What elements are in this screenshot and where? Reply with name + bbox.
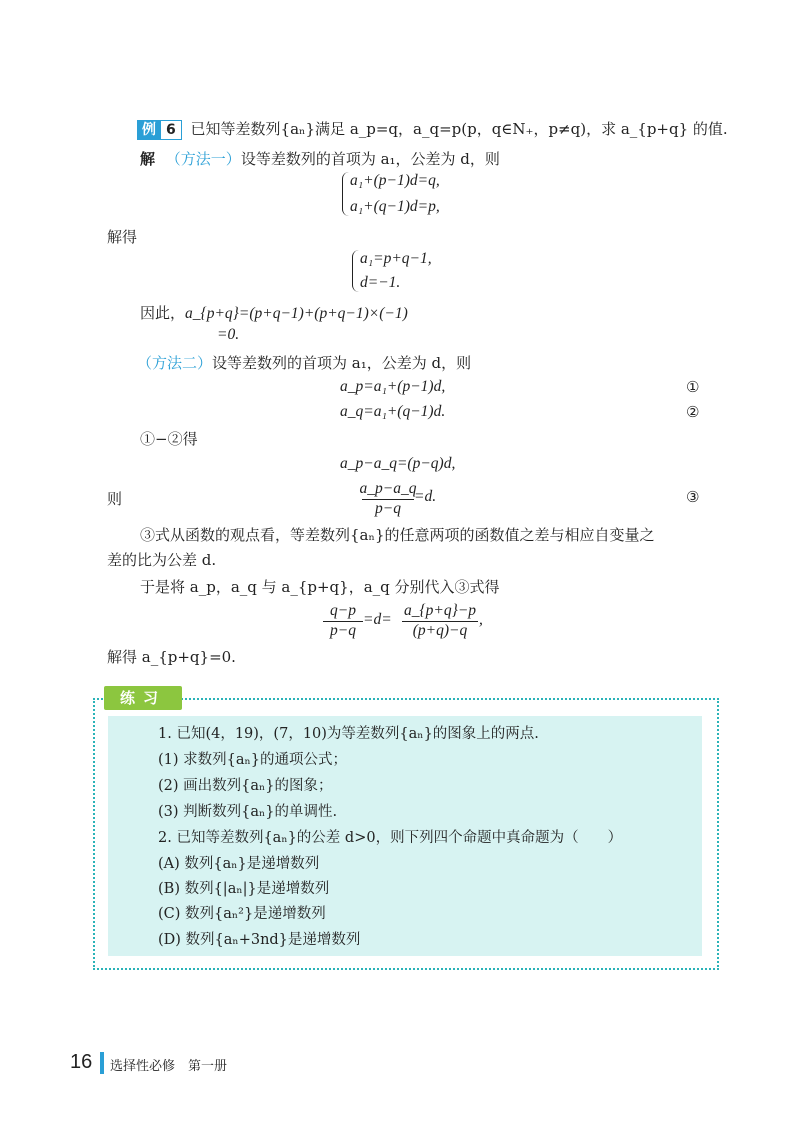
equation2-marker: ② bbox=[686, 403, 700, 421]
practice-question-1-part-3: (3) 判断数列{aₙ}的单调性. bbox=[158, 804, 338, 820]
therefore-line bbox=[140, 302, 408, 323]
system2-line1: a₁=p+q−1, bbox=[360, 250, 432, 267]
remark-line1: ③式从函数的观点看，等差数列{aₙ}的任意两项的函数值之差与相应自变量之 bbox=[140, 526, 655, 544]
system2-brace bbox=[352, 250, 359, 292]
practice-question-1-part-2: (2) 画出数列{aₙ}的图象； bbox=[158, 778, 333, 794]
practice-option-b: (B) 数列{|aₙ|}是递增数列 bbox=[158, 881, 330, 897]
substitution-right-numerator: a_{p+q}−p bbox=[403, 602, 477, 619]
practice-title: 练习 bbox=[119, 689, 166, 707]
subtract-text: ①−②得 bbox=[140, 430, 198, 448]
final-answer: 解得 a_{p+q}=0. bbox=[107, 648, 236, 666]
practice-question-1: 1. 已知(4，19)，(7，10)为等差数列{aₙ}的图象上的两点. bbox=[158, 726, 539, 742]
system1-line1: a₁+(p−1)d=q, bbox=[350, 172, 440, 189]
equation3-marker: ③ bbox=[686, 488, 700, 506]
substitution-end: , bbox=[479, 611, 483, 628]
system1-line2: a₁+(q−1)d=p, bbox=[350, 198, 440, 215]
substitution-left-numerator: q−p bbox=[330, 602, 356, 619]
system1-brace bbox=[342, 172, 349, 216]
practice-question-2: 2. 已知等差数列{aₙ}的公差 d>0，则下列四个命题中真命题为（ ） bbox=[158, 830, 623, 846]
difference-fraction-denominator: p−q bbox=[375, 500, 401, 517]
method1-line bbox=[140, 148, 500, 169]
substitution-fraction-right bbox=[402, 602, 478, 642]
method2-intro: 设等差数列的首项为 a₁，公差为 d，则 bbox=[212, 354, 472, 372]
equation1-marker: ① bbox=[686, 378, 700, 396]
practice-option-c: (C) 数列{aₙ²}是递增数列 bbox=[158, 906, 326, 922]
footer-accent-bar bbox=[100, 1052, 104, 1074]
page-number: 16 bbox=[70, 1051, 93, 1073]
substitution-middle: =d= bbox=[363, 611, 392, 628]
method2-line bbox=[137, 352, 471, 373]
substitution-fraction-left bbox=[323, 602, 363, 642]
example-label: 例 bbox=[137, 120, 161, 140]
method1-tag: （方法一） bbox=[165, 150, 241, 168]
system2-line2: d=−1. bbox=[360, 274, 401, 291]
practice-question-1-part-1: (1) 求数列{aₙ}的通项公式； bbox=[158, 752, 348, 768]
result-line2: =0. bbox=[217, 326, 240, 343]
example-statement: 已知等差数列{aₙ}满足 a_p=q，a_q=p(p，q∈N₊，p≠q)，求 a_{p+q} 的值. bbox=[190, 120, 728, 138]
practice-option-a: (A) 数列{aₙ}是递增数列 bbox=[158, 856, 320, 872]
equation1: a_p=a₁+(p−1)d, bbox=[340, 378, 446, 395]
substitution-right-denominator: (p+q)−q bbox=[412, 622, 468, 639]
substitute-text: 于是将 a_p，a_q 与 a_{p+q}，a_q 分别代入③式得 bbox=[140, 578, 500, 596]
example-number: 6 bbox=[161, 120, 182, 140]
difference-fraction-rhs: =d. bbox=[414, 488, 437, 505]
practice-option-d: (D) 数列{aₙ+3nd}是递增数列 bbox=[158, 932, 361, 948]
book-title: 选择性必修 第一册 bbox=[110, 1059, 228, 1074]
difference-equation: a_p−a_q=(p−q)d, bbox=[340, 455, 456, 472]
ze-text: 则 bbox=[107, 490, 123, 508]
difference-fraction bbox=[359, 480, 417, 520]
remark-line2: 差的比为公差 d. bbox=[107, 551, 217, 569]
difference-fraction-numerator: a_p−a_q bbox=[359, 480, 417, 497]
jiede-text: 解得 bbox=[107, 228, 138, 246]
method2-tag: （方法二） bbox=[137, 354, 213, 372]
substitution-left-denominator: p−q bbox=[330, 622, 356, 639]
equation2: a_q=a₁+(q−1)d. bbox=[340, 403, 446, 420]
result-line1: a_{p+q}=(p+q−1)+(p+q−1)×(−1) bbox=[185, 305, 408, 322]
therefore-text: 因此， bbox=[140, 304, 186, 322]
solution-label: 解 bbox=[140, 150, 156, 168]
method1-intro: 设等差数列的首项为 a₁，公差为 d，则 bbox=[240, 150, 500, 168]
example-heading bbox=[137, 118, 728, 140]
